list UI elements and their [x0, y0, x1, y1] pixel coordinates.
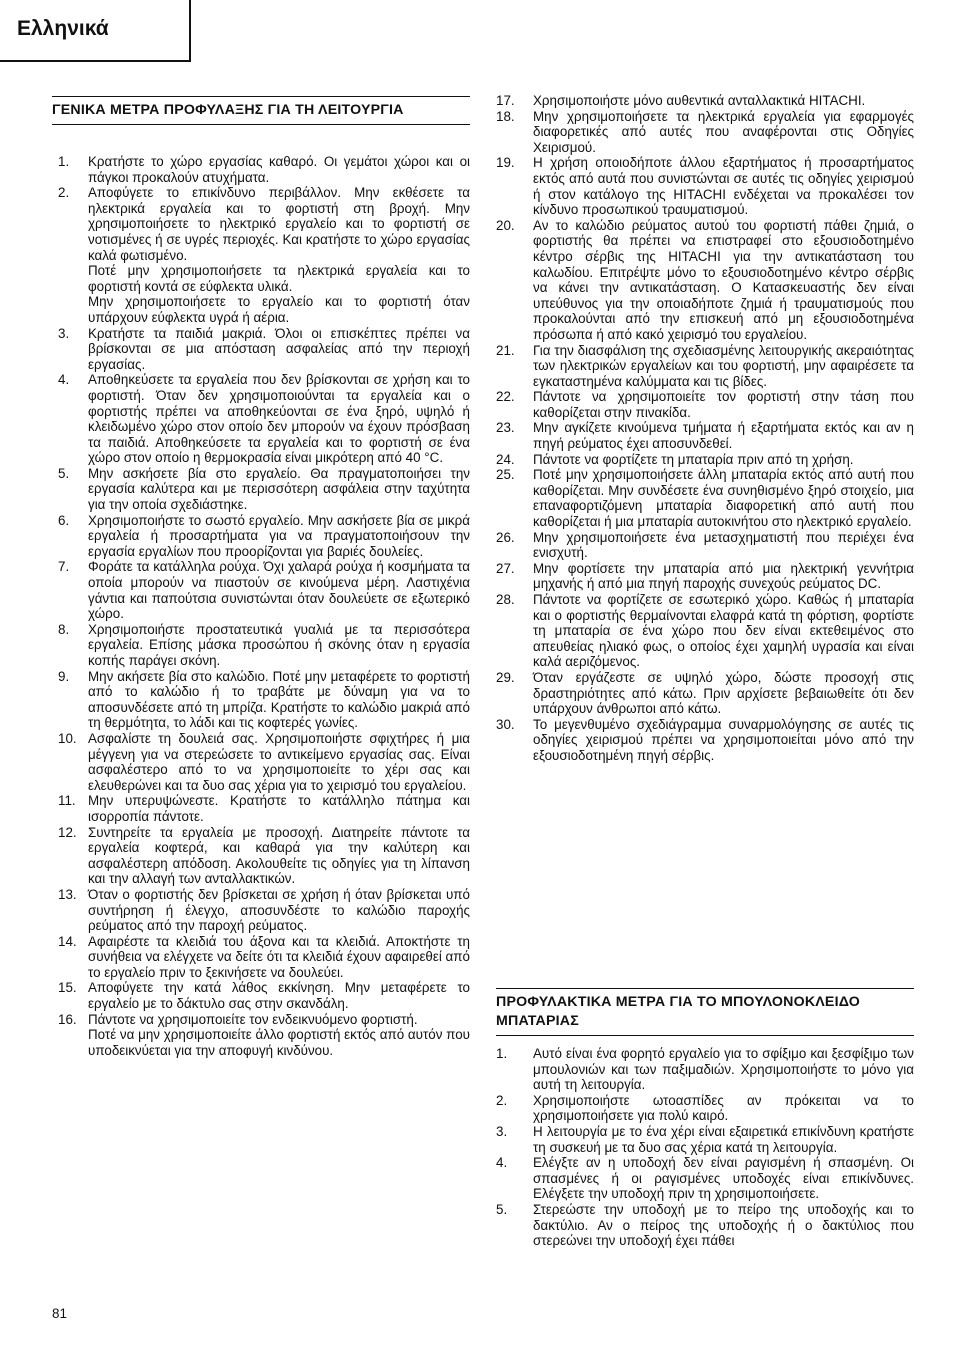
item-text: Μην υπερυψώνεστε. Κρατήστε το κατάλληλο πάτημα και ισορροπία πάντοτε. — [88, 793, 470, 824]
list-item — [496, 1124, 914, 1155]
item-text: Μην ακήσετε βία στο καλώδιο. Ποτέ μην μεταφέρετε το φορτιστή από το καλώδιο ή το τραβάτε με δύναμη για να το αποσυνδέσετε από τη μπρίζα. Κρατήστε το καλώδιο μακριά από τη θερμότητα, το λάδι και τις κοφτερές γωνίες. — [88, 668, 470, 731]
list-item — [52, 1012, 470, 1059]
list-item — [52, 466, 470, 513]
item-number: 2. — [58, 185, 70, 201]
item-number: 9. — [58, 668, 70, 684]
list-item — [52, 326, 470, 373]
item-text: Μην χρησιμοποιήσετε τα ηλεκτρικά εργαλεία για εφαρμογές διαφορετικές από αυτές που αναφέρονται στις Οδηγίες Χειρισμού. — [533, 108, 914, 155]
item-number: 23. — [496, 420, 515, 436]
item-number: 27. — [496, 560, 515, 576]
item-text: Αποθηκεύσετε τα εργαλεία που δεν βρίσκονται σε χρήση και το φορτιστή. Όταν δεν χρησιμοποιούνται τα εργαλεία και ο φορτιστής πρέπει να αποθηκεύονται σε ένα ξηρό, υψηλό ή κλειδωμένο χώρο στον οποίο δεν μπορούν να έχουν πρόσβαση τα παιδιά. Αποθηκεύσετε τα εργαλεία και το φορτιστή σε ένα χώρο στον οποίο η θερμοκρασία είναι μικρότερη από 40 °C. — [88, 372, 470, 466]
list-item — [52, 887, 470, 934]
item-text: Ποτέ μην χρησιμοποιήσετε άλλη μπαταρία εκτός από αυτή που καθορίζεται. Μην συνδέσετε ένα συνηθισμένο ξηρό στοιχείο, μια επαναφορτιζόμενη μπαταρία διαφορετική από αυτή που καθορίζεται ή μια μπαταρία αυτοκινήτου στο ηλεκτρικό εργαλείο. — [533, 467, 914, 530]
item-text: Το μεγενθυμένο σχεδιάγραμμα συναρμολόγησης σε αυτές τις οδηγίες χειρισμού πρέπει να χρησιμοποιείται μόνο από την εξουσιοδοτημένη πηγή σέρβις. — [533, 716, 914, 763]
item-number: 28. — [496, 592, 515, 607]
item-number: 1. — [496, 1046, 508, 1061]
list-item — [52, 372, 470, 466]
list-item — [496, 1093, 914, 1124]
item-text: Πάντοτε να φορτίζετε σε εσωτερικό χώρο. Καθώς ή μπαταρία και ο φορτιστής θερμαίνονται ελαφρά κατά τη φόρτιση, φορτίστε τη μπαταρία σε ένα χώρο που δεν είναι εκτεθειμένος στο απευθείας ηλιακό φως, ο οποίος έχει χαμηλή υγρασία και είναι καλά αεριζόμενος. — [533, 592, 914, 670]
item-number: 19. — [496, 155, 515, 171]
item-number: 30. — [496, 716, 515, 732]
item-number: 20. — [496, 217, 515, 233]
item-text: Μην χρησιμοποιήσετε ένα μετασχηματιστή που περιέχει ένα ενισχυτή. — [533, 529, 914, 561]
impact-wrench-heading: ΠΡΟΦΥΛΑΚΤΙΚΑ ΜΕΤΡΑ ΓΙΑ ΤΟ ΜΠΟΥΛΟΝΟΚΛΕΙΔΟ ΜΠΑΤΑΡΙΑΣ — [496, 988, 914, 1036]
list-item — [496, 420, 914, 451]
list-item — [496, 670, 914, 717]
item-text: Μην φορτίσετε την μπαταρία από μια ηλεκτρική γεννήτρια μηχανής ή από μια πηγή παροχής συνεχούς ρεύματος DC. — [533, 560, 914, 592]
item-number: 4. — [58, 372, 70, 388]
item-number: 1. — [58, 154, 70, 169]
list-item — [496, 389, 914, 420]
list-item — [496, 592, 914, 670]
item-text: Χρησιμοποιήστε προστατευτικά γυαλιά με τα περισσότερα εργαλεία. Επίσης μάσκα προσώπου ή σκόνης όταν η εργασία κοπής παράγει σκόνη. — [88, 621, 470, 668]
item-text: Πάντοτε να χρησιμοποιείτε τον ενδεικνυόμενο φορτιστή. — [88, 1011, 418, 1027]
item-number: 5. — [58, 465, 70, 481]
item-number: 11. — [58, 793, 76, 809]
item-number: 2. — [496, 1092, 508, 1108]
item-number: 18. — [496, 108, 515, 124]
item-text: Στερεώστε την υποδοχή με το πείρο της υποδοχής και το δακτύλιο. Αν ο πείρος της υποδοχής ή ο δακτύλιος που στερεώνει την υποδοχή έχει πάθει — [533, 1201, 914, 1249]
item-number: 16. — [58, 1011, 77, 1027]
item-number: 3. — [58, 325, 70, 341]
list-item — [52, 825, 470, 887]
list-item — [52, 980, 470, 1011]
item-text: Μην ασκήσετε βία στο εργαλείο. Θα πραγματοποιήσει την εργασία καλύτερα και με περισσότερη ασφάλεια στην ταχύτητα για την οποία σχεδιάστηκε. — [88, 465, 470, 513]
item-text: Φοράτε τα κατάλληλα ρούχα. Όχι χαλαρά ρούχα ή κοσμήματα τα οποία μπορούν να πιαστούν σε κινούμενα μέρη. Λαστιχένια γάντια και παπούτσια συνιστώνται όταν δουλεύετε σε εξωτερικό χώρο. — [88, 559, 470, 622]
item-number: 21. — [496, 342, 515, 358]
language-tab — [0, 0, 191, 62]
list-item — [496, 452, 914, 468]
item-text: Η χρήση οποιοδήποτε άλλου εξαρτήματος ή προσαρτήματος εκτός από αυτά που συνιστώνται σε αυτές τις οδηγίες χειρισμού ή στον κατάλογο της HITACHI ενδέχεται να προκαλέσει τον κίνδυνο προσωπικού τραυματισμού. — [533, 155, 914, 218]
language-label: Ελληνικά — [17, 17, 109, 40]
list-item — [52, 559, 470, 621]
item-number: 7. — [58, 559, 70, 575]
item-number: 17. — [496, 93, 515, 108]
general-safety-heading: ΓΕΝΙΚΑ ΜΕΤΡΑ ΠΡΟΦΥΛΑΞΗΣ ΓΙΑ ΤΗ ΛΕΙΤΟΥΡΓΙΑ — [52, 96, 470, 125]
general-safety-list — [52, 154, 470, 1058]
item-text: Αποφύγετε την κατά λάθος εκκίνηση. Μην μεταφέρετε το εργαλείο με το δάκτυλο σας στην σκανδάλη. — [88, 980, 470, 1012]
item-text: Ασφαλίστε τη δουλειά σας. Χρησιμοποιήστε σφιχτήρες ή μια μέγγενη για να στερεώσετε το αντικείμενο εργασίας σας. Είναι ασφαλέστερο από το να χρησιμοποιείτε το χέρι σας και ελευθερώνει και τα δυο σας χέρια για το χειρισμό του εργαλείου. — [88, 730, 470, 793]
list-item — [496, 530, 914, 561]
item-text: Ελέγξτε αν η υποδοχή δεν είναι ραγισμένη ή σπασμένη. Οι σπασμένες ή οι ραγισμένες υποδοχές είναι επικίνδυνες. Ελέγξετε την υποδοχή πριν τη χρησιμοποιήσετε. — [533, 1155, 914, 1202]
list-item — [496, 155, 914, 217]
list-item — [496, 717, 914, 764]
item-number: 3. — [496, 1123, 508, 1139]
item-number: 24. — [496, 451, 515, 467]
list-item — [496, 343, 914, 390]
item-text: Συντηρείτε τα εργαλεία με προσοχή. Διατηρείτε πάντοτε τα εργαλεία κοφτερά, και καθαρά για την καλύτερη και ασφαλέστερη απόδοση. Ακολουθείτε τις οδηγίες για τη λίπανση και την αλλαγή των ανταλλακτικών. — [88, 824, 470, 887]
item-text: Πάντοτε να χρησιμοποιείτε τον φορτιστή στην τάση που καθορίζεται στην πινακίδα. — [533, 389, 914, 420]
list-item — [52, 731, 470, 793]
item-text: Η λειτουργία με το ένα χέρι είναι εξαιρετικά επικίνδυνη κρατήστε τη συσκευή με τα δυο σας χέρια κατά τη λειτουργία. — [533, 1123, 914, 1155]
item-text: Μην αγκίζετε κινούμενα τμήματα ή εξαρτήματα εκτός και αν η πηγή ρεύματος έχει αποσυνδεθεί. — [533, 420, 914, 452]
item-text: Όταν εργάζεστε σε υψηλό χώρο, δώστε προσοχή στις δραστηριότητες από κάτω. Πριν αρχίσετε βεβαιωθείτε ότι δεν υπάρχουν άνθρωποι από κάτω. — [533, 669, 914, 717]
item-text-extra: Ποτέ μην χρησιμοποιήσετε τα ηλεκτρικά εργαλεία και το φορτιστή κοντά σε εύφλεκτα υλικά. — [88, 263, 470, 294]
list-item — [496, 1202, 914, 1249]
item-number: 4. — [496, 1155, 508, 1171]
item-text: Για την διασφάλιση της σχεδιασμένης λειτουργικής ακεραιότητας των ηλεκτρικών εργαλείων και του φορτιστή, μην αφαιρέσετε τα εγκαταστημένα καλύμματα και τις βίδες. — [533, 342, 914, 389]
list-item — [52, 154, 470, 185]
list-item — [52, 934, 470, 981]
list-item — [52, 793, 470, 824]
item-number: 22. — [496, 389, 515, 405]
list-item — [496, 1155, 914, 1202]
item-text: Κρατήστε τα παιδιά μακριά. Όλοι οι επισκέπτες πρέπει να βρίσκονται σε μια απόσταση ασφαλείας από την περιοχή εργασίας. — [88, 325, 470, 372]
item-text: Κρατήστε το χώρο εργασίας καθαρό. Οι γεμάτοι χώροι και οι πάγκοι προκαλούν ατυχήματα. — [88, 154, 470, 185]
item-number: 12. — [58, 824, 77, 840]
item-text-extra: Μην χρησιμοποιήσετε το εργαλείο και το φορτιστή όταν υπάρχουν εύφλεκτα υγρά ή αέρια. — [88, 294, 470, 325]
item-number: 29. — [496, 669, 515, 685]
list-item — [496, 109, 914, 156]
general-safety-list-continued — [496, 93, 914, 764]
list-item — [52, 513, 470, 560]
list-item — [496, 561, 914, 592]
item-text: Χρησιμοποιήστε μόνο αυθεντικά ανταλλακτικά HITACHI. — [533, 93, 866, 108]
list-item — [496, 93, 914, 109]
item-text: Αυτό είναι ένα φορητό εργαλείο για το σφίξιμο και ξεσφίξιμο των μπουλονιών και των παξιμαδιών. Χρησιμοποιήστε το μόνο για αυτή τη λειτουργία. — [533, 1046, 914, 1093]
item-text: Αποφύγετε το επικίνδυνο περιβάλλον. Μην εκθέσετε τα ηλεκτρικά εργαλεία και το φορτιστή στη βροχή. Μην χρησιμοποιήσετε το ηλεκτρικό εργαλείο και το φορτιστή σε νοτισμένες ή σε υγρές περιοχές. Και κρατήστε το χώρο εργασίας καλά φωτισμένο. — [88, 185, 470, 263]
list-item — [52, 669, 470, 731]
list-item — [52, 622, 470, 669]
list-item — [496, 467, 914, 529]
list-item — [52, 185, 470, 325]
item-text: Χρησιμοποιήστε το σωστό εργαλείο. Μην ασκήσετε βία σε μικρά εργαλεία ή προσαρτήματα για να πραγματοποιήσουν την εργασία εργαλίων που προορίζονται για βαριές δουλείες. — [88, 512, 470, 559]
list-item — [496, 1046, 914, 1093]
item-number: 10. — [58, 730, 77, 746]
item-text: Αφαιρέστε τα κλειδιά του άξονα και τα κλειδιά. Αποκτήστε τη συνήθεια να ελέγχετε να δείτε ότι τα κλειδιά έχουν αφαιρεθεί από το εργαλείο πριν το ξεκινήσετε να δουλεύει. — [88, 933, 470, 980]
item-number: 14. — [58, 933, 77, 949]
item-number: 8. — [58, 621, 70, 637]
item-number: 26. — [496, 529, 515, 545]
item-number: 5. — [496, 1201, 508, 1217]
impact-wrench-list — [496, 1046, 914, 1249]
item-number: 6. — [58, 512, 70, 528]
item-number: 13. — [58, 886, 77, 902]
list-item — [496, 218, 914, 343]
item-number: 25. — [496, 467, 515, 483]
item-number: 15. — [58, 980, 77, 996]
page-number: 81 — [52, 1306, 67, 1321]
item-text-extra: Ποτέ να μην χρησιμοποιείτε άλλο φορτιστή εκτός από αυτόν που υποδεικνύεται για την αποφυγή κινδύνου. — [88, 1027, 470, 1058]
item-text: Αν το καλώδιο ρεύματος αυτού του φορτιστή πάθει ζημιά, ο φορτιστής θα πρέπει να επιστραφεί στο εξουσιοδοτημένο κέντρο σέρβις της HITACHI για την αντικατάσταση του καλωδίου. Επιτρέψτε μόνο το εξουσιοδοτημένο κέντρο σέρβις να κάνει την αντικατάσταση. Ο Κατασκευαστής δεν είναι υπεύθυνος για την οποιαδήποτε ζημιά ή τραυματισμούς που προκαλούνται από την επισκευή από μη εξουσιοδοτημένα πρόσωπα ή από κακό χειρισμό του εργαλείου. — [533, 217, 914, 342]
item-text: Χρησιμοποιήστε ωτοασπίδες αν πρόκειται να το χρησιμοποιήσετε για πολύ καιρό. — [533, 1092, 914, 1124]
item-text: Πάντοτε να φορτίζετε τη μπαταρία πριν από τη χρήση. — [533, 451, 854, 467]
item-text: Όταν ο φορτιστής δεν βρίσκεται σε χρήση ή όταν βρίσκεται υπό συντήρηση ή έλεγχο, αποσυνδέστε το καλώδιο παροχής ρεύματος από την παροχή ρεύματος. — [88, 886, 470, 934]
